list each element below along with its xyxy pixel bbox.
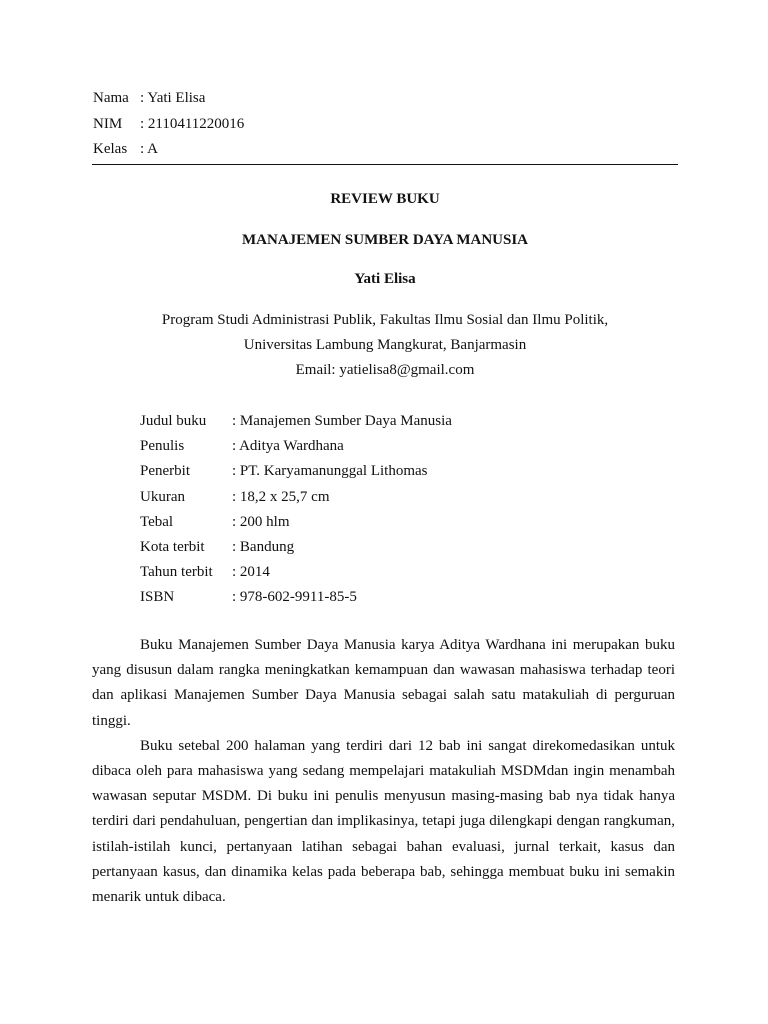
- student-class-label: Kelas: [93, 141, 128, 157]
- book-detail-value: : Manajemen Sumber Daya Manusia: [232, 413, 452, 429]
- book-detail-key: ISBN: [140, 589, 175, 606]
- book-detail-row: [140, 535, 452, 560]
- body-paragraph: Buku setebal 200 halaman yang terdiri dari 12 bab ini sangat direkomedasikan untuk dibaca oleh para mahasiswa yang sedang mempelajari matakuliah MSDMdan ingin menambah wawasan seputar MSDM. Di buku ini penulis menyusun masing-masing bab nya tidak hanya terdiri dari pendahuluan, pengertian dan implikasinya, tetapi juga dilengkapi dengan rangkuman, istilah-istilah kunci, pertanyaan latihan sebagai bahan evaluasi, jurnal terkait, kasus dan pertanyaan kasus, dan dinamika kelas pada beberapa bab, sehingga membuat buku ini semakin menarik untuk dibaca.: [92, 737, 675, 906]
- book-detail-key: Judul buku: [140, 413, 207, 429]
- book-detail-row: [140, 560, 452, 585]
- review-body: [92, 633, 675, 910]
- affiliation-line-2: Universitas Lambung Mangkurat, Banjarmasin: [243, 337, 527, 353]
- book-detail-value: : 18,2 x 25,7 cm: [232, 488, 330, 505]
- student-class-value: : A: [140, 141, 158, 157]
- student-name-label: Nama: [93, 90, 129, 106]
- body-paragraph: Buku Manajemen Sumber Daya Manusia karya Aditya Wardhana ini merupakan buku yang disusun dalam rangka meningkatkan kemampuan dan wawasan mahasiswa terhadap teori dan aplikasi Manajemen Sumber Daya Manusia sebagai salah satu matakuliah di perguruan tinggi.: [92, 637, 675, 729]
- book-detail-row: [140, 434, 452, 459]
- author-email: Email: yatielisa8@gmail.com: [295, 362, 475, 378]
- header-divider: [92, 164, 678, 165]
- student-class-row: [93, 137, 244, 163]
- book-detail-value: : 200 hlm: [232, 513, 290, 530]
- book-detail-row: [140, 585, 452, 610]
- book-detail-row: [140, 485, 452, 510]
- book-detail-key: Tebal: [140, 513, 174, 530]
- student-name-value: : Yati Elisa: [140, 90, 206, 106]
- author-name: Yati Elisa: [354, 271, 416, 287]
- book-detail-key: Kota terbit: [140, 539, 205, 556]
- affiliation-line-1: Program Studi Administrasi Publik, Fakultas Ilmu Sosial dan Ilmu Politik,: [161, 312, 609, 328]
- student-nim-value: : 2110411220016: [140, 115, 245, 132]
- book-detail-row: [140, 409, 452, 434]
- student-name-row: [93, 86, 244, 112]
- book-detail-value: : Bandung: [232, 539, 295, 556]
- book-title-heading: MANAJEMEN SUMBER DAYA MANUSIA: [242, 232, 528, 248]
- book-detail-value: : 2014: [232, 564, 270, 581]
- book-detail-key: Tahun terbit: [140, 564, 213, 581]
- book-detail-row: [140, 510, 452, 535]
- book-detail-value: : PT. Karyamanunggal Lithomas: [232, 463, 428, 480]
- book-detail-key: Penulis: [140, 438, 185, 455]
- book-detail-row: [140, 459, 452, 484]
- student-nim-label: NIM: [93, 115, 123, 132]
- student-info: [93, 86, 244, 163]
- book-detail-value: : 978-602-9911-85-5: [232, 589, 357, 606]
- book-detail-key: Ukuran: [140, 488, 185, 505]
- book-details: [140, 409, 452, 611]
- book-detail-key: Penerbit: [140, 463, 190, 480]
- review-title: REVIEW BUKU: [330, 191, 440, 207]
- student-nim-row: [93, 112, 244, 138]
- book-detail-value: : Aditya Wardhana: [232, 438, 344, 455]
